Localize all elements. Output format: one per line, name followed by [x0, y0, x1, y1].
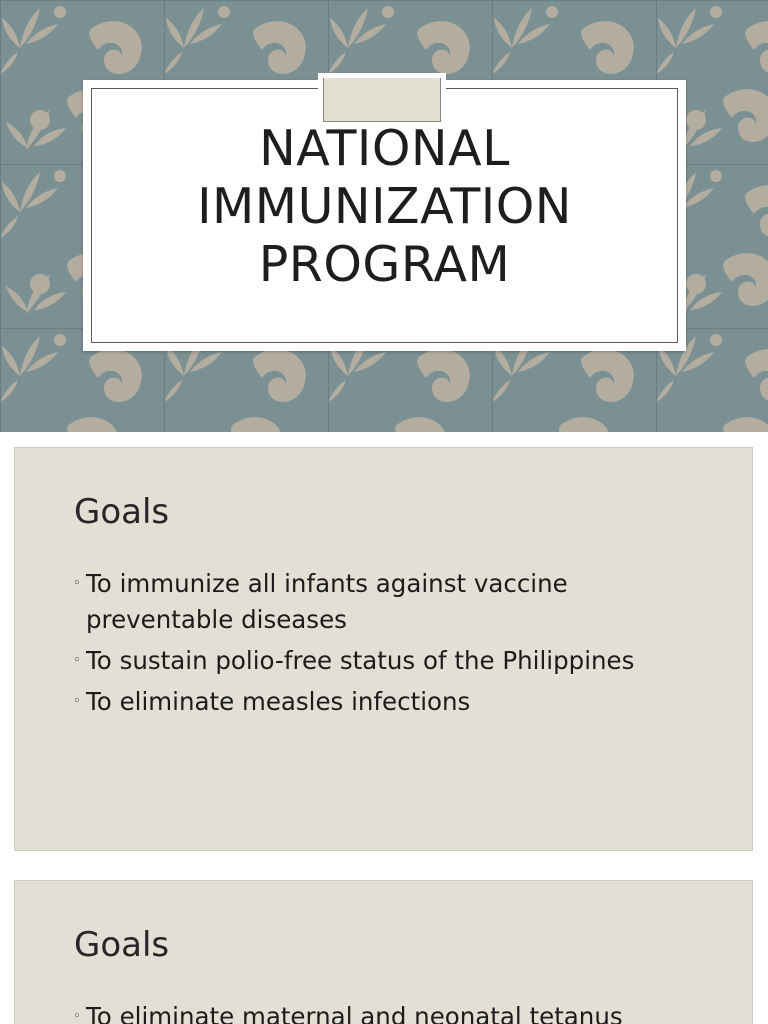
title-line: IMMUNIZATION [197, 178, 572, 235]
bullet-circle-icon: ◦ [73, 1009, 81, 1024]
bullet-circle-icon: ◦ [73, 694, 81, 709]
bullet-item [73, 566, 712, 638]
title-line: PROGRAM [258, 236, 511, 293]
bullet-list [73, 999, 712, 1024]
slide-heading: Goals [74, 492, 170, 532]
goals-slide-2 [14, 880, 753, 1024]
title-card [83, 80, 686, 351]
bullet-text: To eliminate maternal and neonatal tetanus [86, 1002, 623, 1024]
bullet-text: To sustain polio-free status of the Philippines [86, 646, 635, 675]
bullet-circle-icon: ◦ [73, 653, 81, 668]
slide-heading: Goals [74, 925, 170, 965]
bullet-item [73, 684, 712, 720]
presentation-title [83, 120, 686, 294]
title-slide [0, 0, 768, 432]
bullet-item [73, 643, 712, 679]
bullet-circle-icon: ◦ [73, 576, 81, 591]
bullet-text: To eliminate measles infections [86, 687, 471, 716]
bullet-item [73, 999, 712, 1024]
bullet-text: To immunize all infants against vaccine preventable diseases [86, 569, 568, 634]
title-card-tab [323, 78, 441, 122]
title-line: NATIONAL [259, 120, 510, 177]
bullet-list [73, 566, 712, 725]
goals-slide-1 [14, 447, 753, 851]
